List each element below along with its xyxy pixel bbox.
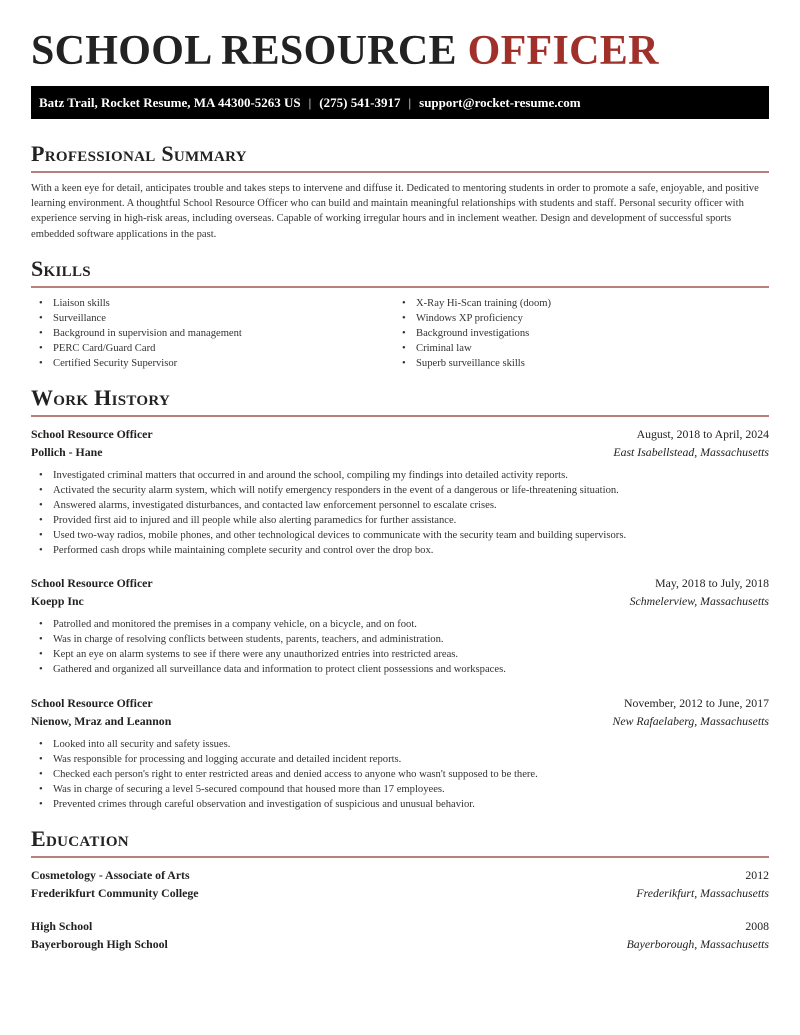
skill-item: • Background investigations [394,326,769,341]
job-bullet: • Checked each person's right to enter restricted areas and denied access to anyone who wasn't supposed to be there. [31,767,538,782]
skills-list-left [31,296,391,371]
job-title: School Resource Officer [31,696,153,710]
education-year: 2012 [745,868,769,882]
job-company-row [31,713,769,729]
summary-text: With a keen eye for detail, anticipates trouble and takes steps to intervene and diffuse it. Dedicated to mentoring students in order to promote a safe, enjoyable, and positive learning environment. A thoughtful School Resource Officer who can build and maintain meaningful relationships with students and staff. Personal security officer with experience serving in high-risk areas, including overseas. Capable of working irregular hours and in inclement weather. Design and development of successful sports embedded software applications in the past. [31,183,759,240]
job-bullet: • Performed cash drops while maintaining complete security and control over the drop box. [31,543,626,558]
job-company-row [31,444,769,460]
job-dates: November, 2012 to June, 2017 [623,696,769,710]
section-divider [31,415,769,417]
job-bullet: • Patrolled and monitored the premises in a company vehicle, on a bicycle, and on foot. [31,617,506,632]
job-bullets [31,468,626,559]
skill-item: • Liaison skills [31,296,391,311]
job-bullet: • Looked into all security and safety issues. [31,737,538,752]
job-title: School Resource Officer [31,427,153,441]
job-bullet: • Prevented crimes through careful observation and investigation of suspicious and unusual behavior. [31,797,538,812]
job-location: New Rafaelaberg, Massachusetts [612,714,769,728]
skill-item: • Superb surveillance skills [394,356,769,371]
job-bullet: • Was in charge of resolving conflicts between students, parents, teachers, and administration. [31,632,506,647]
job-company: Koepp Inc [31,594,84,608]
job-title: School Resource Officer [31,576,153,590]
skill-item: • Background in supervision and management [31,326,391,341]
education-school-row [31,885,769,901]
job-dates: May, 2018 to July, 2018 [655,576,769,590]
section-heading-summary: Professional Summary [31,141,247,166]
job-bullet: • Gathered and organized all surveillance data and information to protect client possessions and workspaces. [31,662,506,677]
title-main: SCHOOL RESOURCE [31,28,457,74]
section-divider [31,856,769,858]
job-bullet: • Answered alarms, investigated disturbances, and contacted law enforcement personnel to escalate crises. [31,498,626,513]
education-school: Frederikfurt Community College [31,886,199,900]
section-heading-education: Education [31,826,129,851]
education-school: Bayerborough High School [31,937,168,951]
education-location: Bayerborough, Massachusetts [626,937,769,951]
education-degree-row [31,867,769,883]
page-title [31,28,659,74]
contact-separator: | [308,94,312,110]
job-company: Nienow, Mraz and Leannon [31,714,172,728]
job-company: Pollich - Hane [31,445,103,459]
job-bullet: • Used two-way radios, mobile phones, and other technological devices to communicate with the security team and building supervisors. [31,528,626,543]
skill-item: • X-Ray Hi-Scan training (doom) [394,296,769,311]
contact-address: Batz Trail, Rocket Resume, MA 44300-5263 US [39,94,301,110]
section-divider [31,286,769,288]
education-year: 2008 [745,919,769,933]
section-divider [31,171,769,173]
education-degree-row [31,918,769,934]
job-dates: August, 2018 to April, 2024 [636,427,769,441]
job-location: Schmelerview, Massachusetts [629,594,769,608]
education-degree: High School [31,919,93,933]
contact-email: support@rocket-resume.com [419,94,581,110]
skills-list-right [394,296,769,371]
education-location: Frederikfurt, Massachusetts [636,886,769,900]
section-heading-skills: Skills [31,256,91,281]
contact-separator: | [408,94,412,110]
job-title-row [31,695,769,711]
job-bullet: • Provided first aid to injured and ill people while also alerting paramedics for further assistance. [31,513,626,528]
job-bullet: • Activated the security alarm system, which will notify emergency responders in the event of a dangerous or life-threatening situation. [31,483,626,498]
contact-phone: (275) 541-3917 [319,94,401,110]
skill-item: • Certified Security Supervisor [31,356,391,371]
skill-item: • Criminal law [394,341,769,356]
job-title-row [31,426,769,442]
education-school-row [31,936,769,952]
section-heading-work-history: Work History [31,385,171,410]
job-title-row [31,575,769,591]
job-bullets [31,617,506,677]
job-bullet: • Was responsible for processing and logging accurate and detailed incident reports. [31,752,538,767]
job-bullet: • Investigated criminal matters that occurred in and around the school, compiling my findings into detailed activity reports. [31,468,626,483]
job-bullet: • Was in charge of securing a level 5-secured compound that housed more than 17 employees. [31,782,538,797]
job-bullet: • Kept an eye on alarm systems to see if there were any unauthorized entries into restricted areas. [31,647,506,662]
skill-item: • Surveillance [31,311,391,326]
skill-item: • Windows XP proficiency [394,311,769,326]
contact-bar [31,86,769,119]
title-accent: OFFICER [467,28,659,74]
job-location: East Isabellstead, Massachusetts [613,445,769,459]
job-bullets [31,737,538,812]
education-degree: Cosmetology - Associate of Arts [31,868,190,882]
job-company-row [31,593,769,609]
skill-item: • PERC Card/Guard Card [31,341,391,356]
